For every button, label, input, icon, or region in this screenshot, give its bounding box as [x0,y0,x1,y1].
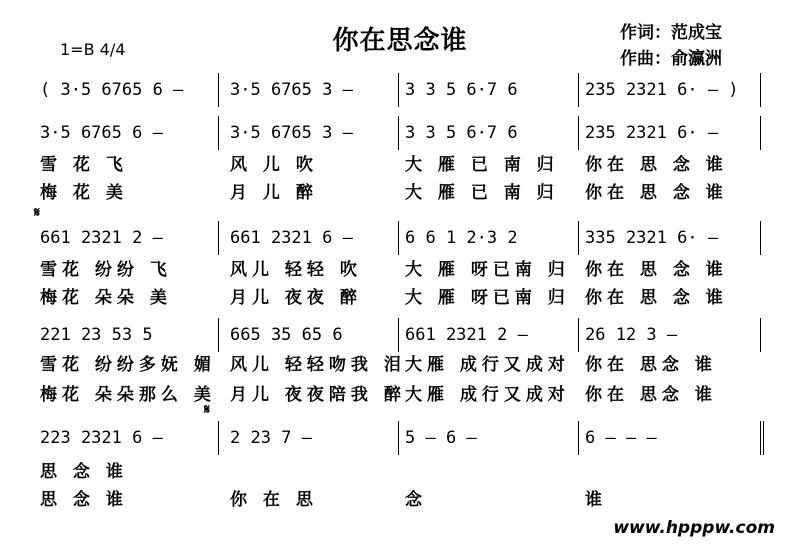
song-title: 你在思念谁 [332,26,468,56]
measure: 335 2321 6· — [585,228,719,248]
lyric-segment: 大 雁 已 南 归 [405,183,559,203]
measure: 2 23 7 — [230,428,312,448]
lyric-segment: 风儿 轻轻吻我 泪 [230,355,406,375]
lyric-segment: 谁 [585,490,607,510]
measure: 3 3 5 6·7 6 [405,80,518,100]
segno-sign-end: 𝄋 [204,402,211,418]
barline [218,116,219,150]
lyric-segment: 大雁 成行又成对 [405,385,570,405]
barline [760,221,761,255]
measure: 3·5 6765 6 — [40,123,163,143]
lyric-line [30,350,770,376]
barline [760,318,761,352]
notation-row [30,118,770,148]
measure: 5 — 6 — [405,428,477,448]
barline [398,421,399,455]
notation-row [30,223,770,253]
lyric-line [30,255,770,281]
measure: 3·5 6765 3 — [230,123,353,143]
barline [760,116,761,150]
barline [218,221,219,255]
lyric-segment: 你在 思 念 谁 [585,155,728,175]
measure: 235 2321 6· — ) [585,80,739,100]
measure: 661 2321 6 — [230,228,353,248]
lyric-line [30,457,770,483]
measure: 3 3 5 6·7 6 [405,123,518,143]
lyric-segment: 你在 思 念 谁 [585,183,728,203]
site-watermark: www.hpppw.com [613,518,775,538]
measure: 661 2321 2 — [405,325,528,345]
lyric-line [30,283,770,309]
lyric-segment: 雪花 纷纷多妩 媚 [40,355,216,375]
barline [578,116,579,150]
barline [218,73,219,107]
final-barline [760,421,764,455]
lyric-segment: 月儿 夜夜陪我 醉 [230,385,406,405]
measure: 661 2321 2 — [40,228,163,248]
lyric-segment: 雪花 纷纷 飞 [40,260,172,280]
lyric-segment: 思 念 谁 [40,490,128,510]
lyric-segment: 大雁 成行又成对 [405,355,570,375]
lyric-segment: 大 雁 已 南 归 [405,155,559,175]
lyric-segment: 大 雁 呀已南 归 [405,260,570,280]
lyric-segment: 念 [405,490,427,510]
lyric-segment: 你 在 思 [230,490,318,510]
barline [398,318,399,352]
lyric-segment: 你在 思念 谁 [585,385,717,405]
measure: 221 23 53 5 [40,325,153,345]
barline [578,73,579,107]
lyric-line [30,178,770,204]
measure: 6 — — — [585,428,657,448]
lyric-segment: 你在 思 念 谁 [585,260,728,280]
lyric-segment: 雪 花 飞 [40,155,128,175]
barline [398,73,399,107]
lyric-segment: 大 雁 呀已南 归 [405,288,570,308]
lyric-line [30,380,770,406]
barline [760,73,761,107]
lyric-line [30,150,770,176]
lyric-segment: 月 儿 醉 [230,183,318,203]
lyric-segment: 月儿 夜夜 醉 [230,288,362,308]
measure: 235 2321 6· — [585,123,719,143]
measure: 3·5 6765 3 — [230,80,353,100]
barline [398,116,399,150]
barline [578,318,579,352]
lyric-segment: 梅 花 美 [40,183,128,203]
lyric-segment: 你在 思 念 谁 [585,288,728,308]
notation-row [30,320,770,350]
segno-sign-start: 𝄋 [34,205,41,221]
key-signature: 1=B 4/4 [60,40,126,59]
lyric-segment: 梅花 朵朵那么 美 [40,385,216,405]
lyric-segment: 风 儿 吹 [230,155,318,175]
lyric-segment: 梅花 朵朵 美 [40,288,172,308]
barline [218,421,219,455]
lyric-segment: 风儿 轻轻 吹 [230,260,362,280]
lyric-segment: 思 念 谁 [40,462,128,482]
measure: 26 12 3 — [585,325,678,345]
barline [218,318,219,352]
barline [578,221,579,255]
notation-row [30,75,770,105]
measure: 665 35 65 6 [230,325,343,345]
notation-row [30,423,770,453]
lyric-line [30,485,770,511]
barline [398,221,399,255]
measure: 223 2321 6 — [40,428,163,448]
composer-credit: 作曲：俞瀛洲 [620,49,722,69]
barline [578,421,579,455]
lyric-segment: 你在 思念 谁 [585,355,717,375]
measure: ( 3·5 6765 6 — [40,80,184,100]
measure: 6 6 1 2·3 2 [405,228,518,248]
lyricist-credit: 作词：范成宝 [620,23,722,43]
